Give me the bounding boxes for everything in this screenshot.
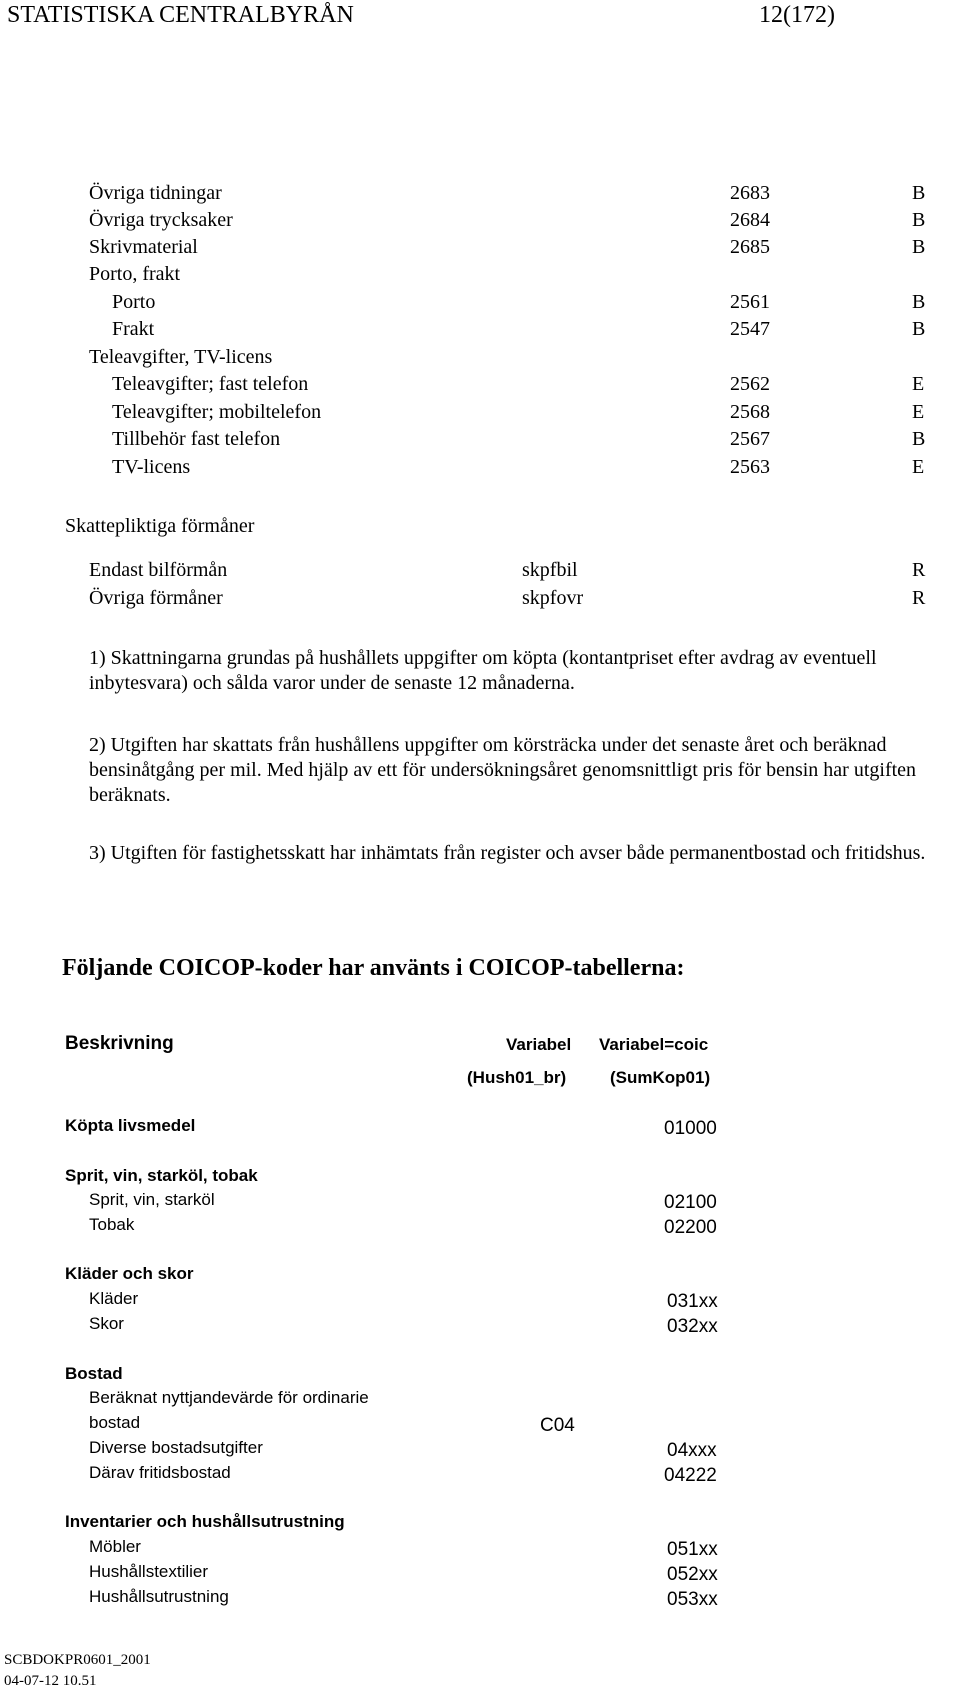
item-label-continued: bostad — [89, 1413, 141, 1432]
row-flag: B — [912, 236, 926, 258]
row-flag: E — [912, 401, 925, 423]
row-code: 2684 — [730, 209, 770, 231]
item-label: Sprit, vin, starköl — [89, 1190, 215, 1209]
footnote-1: 1) Skattningarna grundas på hushållets uppgifter om köpta (kontantpriset efter avdrag av eventuell inbytesvara) och sålda varor under de senaste 12 månaderna. — [89, 647, 877, 694]
item-label: Hushållstextilier — [89, 1562, 209, 1581]
row-label: TV-licens — [112, 456, 191, 478]
benefit-label: Övriga förmåner — [89, 587, 223, 609]
row-code: 2568 — [730, 401, 770, 423]
column-header-variable: Variabel — [506, 1035, 572, 1054]
item-code: 031xx — [667, 1291, 718, 1312]
row-code: 2547 — [730, 318, 770, 340]
row-code: 2685 — [730, 236, 770, 258]
column-header-coic: Variabel=coic — [599, 1035, 709, 1054]
row-label: Tillbehör fast telefon — [112, 428, 281, 450]
group-title: Inventarier och hushållsutrustning — [65, 1512, 345, 1531]
row-label: Skrivmaterial — [89, 236, 198, 258]
benefit-label: Endast bilförmån — [89, 559, 228, 581]
item-code: 02100 — [664, 1192, 717, 1213]
row-code: 2683 — [730, 182, 770, 204]
benefit-flag: R — [912, 587, 926, 609]
item-code: 032xx — [667, 1316, 718, 1337]
footnote-2: 2) Utgiften har skattats från hushållens uppgifter om körsträcka under det senaste året och beräknad bensinåtgång per mil. Med hjälp av ett för undersökningsåret genomsnittligt pris för bensin har utgiften beräknats. — [89, 734, 917, 806]
item-code: 052xx — [667, 1564, 718, 1585]
item-label: Diverse bostadsutgifter — [89, 1438, 263, 1457]
row-code: 2562 — [730, 373, 770, 395]
item-code: 053xx — [667, 1589, 718, 1610]
row-label: Övriga trycksaker — [89, 209, 233, 231]
item-code: 04xxx — [667, 1440, 717, 1461]
row-label: Teleavgifter; mobiltelefon — [112, 401, 322, 423]
row-flag: B — [912, 182, 926, 204]
row-flag: E — [912, 456, 925, 478]
group-title: Bostad — [65, 1364, 123, 1383]
row-code: 2561 — [730, 291, 770, 313]
group-code: 01000 — [664, 1118, 717, 1139]
item-variable: C04 — [540, 1415, 575, 1436]
benefit-variable: skpfbil — [522, 559, 578, 581]
row-label: Övriga tidningar — [89, 182, 222, 204]
item-code: 04222 — [664, 1465, 717, 1486]
row-flag: B — [912, 428, 926, 450]
row-label: Teleavgifter, TV-licens — [89, 346, 273, 368]
item-code: 051xx — [667, 1539, 718, 1560]
row-code: 2567 — [730, 428, 770, 450]
row-label: Porto — [112, 291, 156, 313]
group-title: Sprit, vin, starköl, tobak — [65, 1166, 258, 1185]
footnote-3: 3) Utgiften för fastighetsskatt har inhämtats från register och avser både permanentbostad och fritidshus. — [89, 842, 926, 864]
item-label: Hushållsutrustning — [89, 1587, 229, 1606]
item-label: Därav fritidsbostad — [89, 1463, 231, 1482]
group-title: Köpta livsmedel — [65, 1116, 196, 1135]
group-title: Kläder och skor — [65, 1264, 194, 1283]
document-header-title: STATISTISKA CENTRALBYRÅN — [7, 2, 354, 28]
item-code: 02200 — [664, 1217, 717, 1238]
column-header-description: Beskrivning — [65, 1033, 174, 1054]
column-subheader-coic: (SumKop01) — [610, 1068, 711, 1087]
coicop-heading: Följande COICOP-koder har använts i COICOP-tabellerna: — [62, 955, 685, 981]
benefits-heading: Skattepliktiga förmåner — [65, 515, 255, 537]
row-flag: B — [912, 291, 926, 313]
row-label: Teleavgifter; fast telefon — [112, 373, 309, 395]
row-flag: E — [912, 373, 925, 395]
column-subheader-variable: (Hush01_br) — [467, 1068, 567, 1087]
item-label: Kläder — [89, 1289, 139, 1308]
item-label: Möbler — [89, 1537, 141, 1556]
row-flag: B — [912, 209, 926, 231]
item-label: Beräknat nyttjandevärde för ordinarie — [89, 1388, 369, 1407]
benefit-variable: skpfovr — [522, 587, 584, 609]
row-label: Porto, frakt — [89, 263, 181, 285]
page-number: 12(172) — [759, 2, 835, 28]
footer-timestamp: 04-07-12 10.51 — [4, 1673, 97, 1689]
item-label: Tobak — [89, 1215, 135, 1234]
item-label: Skor — [89, 1314, 124, 1333]
row-code: 2563 — [730, 456, 770, 478]
row-label: Frakt — [112, 318, 155, 340]
benefit-flag: R — [912, 559, 926, 581]
row-flag: B — [912, 318, 926, 340]
footer-document-id: SCBDOKPR0601_2001 — [4, 1652, 151, 1668]
